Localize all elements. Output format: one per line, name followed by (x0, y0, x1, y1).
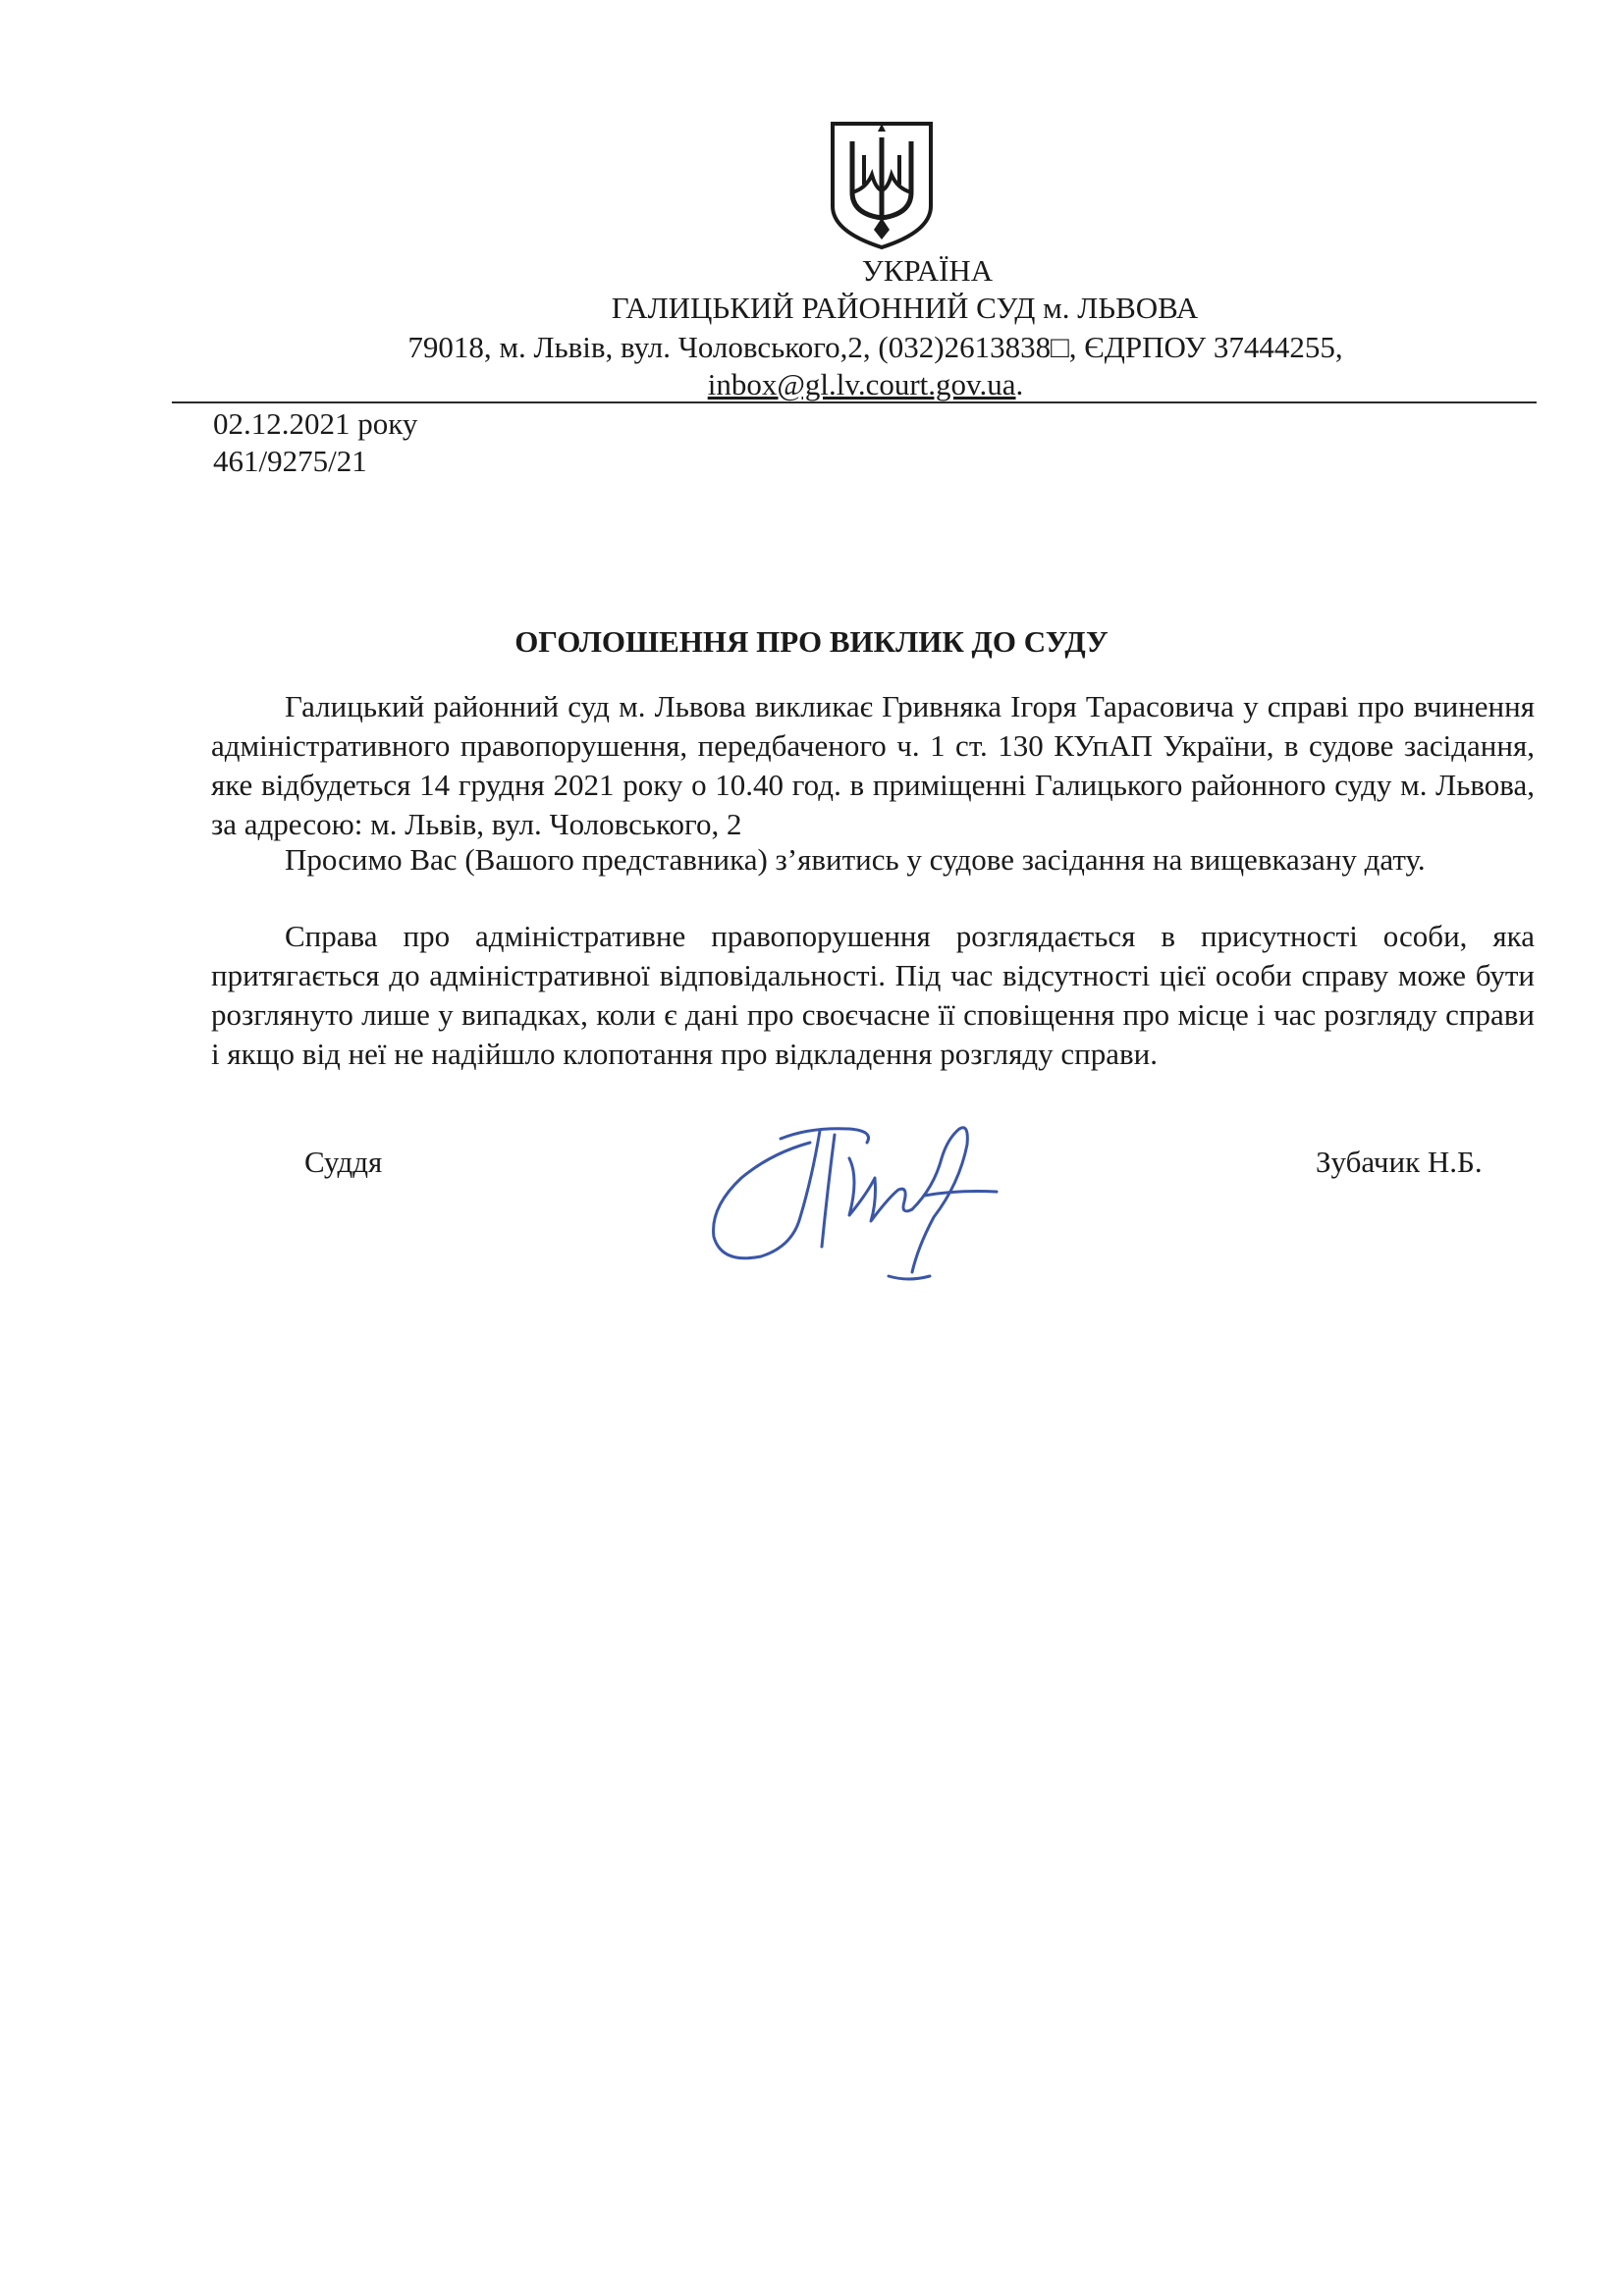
case-number: 461/9275/21 (213, 444, 367, 478)
signature-label: Суддя (304, 1145, 383, 1179)
judge-name: Зубачик Н.Б. (1316, 1145, 1483, 1179)
header-divider (172, 401, 1537, 403)
document-title: ОГОЛОШЕННЯ ПРО ВИКЛИК ДО СУДУ (514, 624, 1109, 659)
header-address: 79018, м. Львів, вул. Чоловського,2, (032)2613838□, ЄДРПОУ 37444255, (407, 330, 1343, 364)
email-link[interactable]: inbox@gl.lv.court.gov.ua (707, 367, 1016, 401)
email-suffix: . (1015, 367, 1024, 401)
document-date: 02.12.2021 року (213, 406, 418, 441)
header-country: УКРАЇНА (861, 253, 994, 288)
coat-of-arms-icon (823, 116, 941, 253)
header-email-line (54, 367, 1623, 402)
paragraph-summons: Галицький районний суд м. Львова викликає Гривняка Ігоря Тарасовича у справі про вчинення адміністративного правопорушення, передбаченого ч. 1 ст. 130 КУпАП України, в судове засідання, яке відбудеться 14 грудня 2021 року о 10.40 год. в приміщенні Галицького районного суду м. Львова, за адресою: м. Львів, вул. Чоловського, 2 (211, 689, 1535, 841)
handwritten-signature (702, 1099, 1026, 1296)
header-court-name: ГАЛИЦЬКИЙ РАЙОННИЙ СУД м. ЛЬВОВА (611, 291, 1199, 325)
paragraph-request: Просимо Вас (Вашого представника) з’явитись у судове засідання на вищевказану дату. (285, 842, 1426, 877)
paragraph-procedure: Справа про адміністративне правопорушення розглядається в присутності особи, яка притягається до адміністративної відповідальності. Під час відсутності цієї особи справу може бути розглянуто лише у випадках, коли є дані про своєчасне її сповіщення про місце і час розгляду справи і якщо від неї не надійшло клопотання про відкладення розгляду справи. (211, 919, 1535, 1071)
